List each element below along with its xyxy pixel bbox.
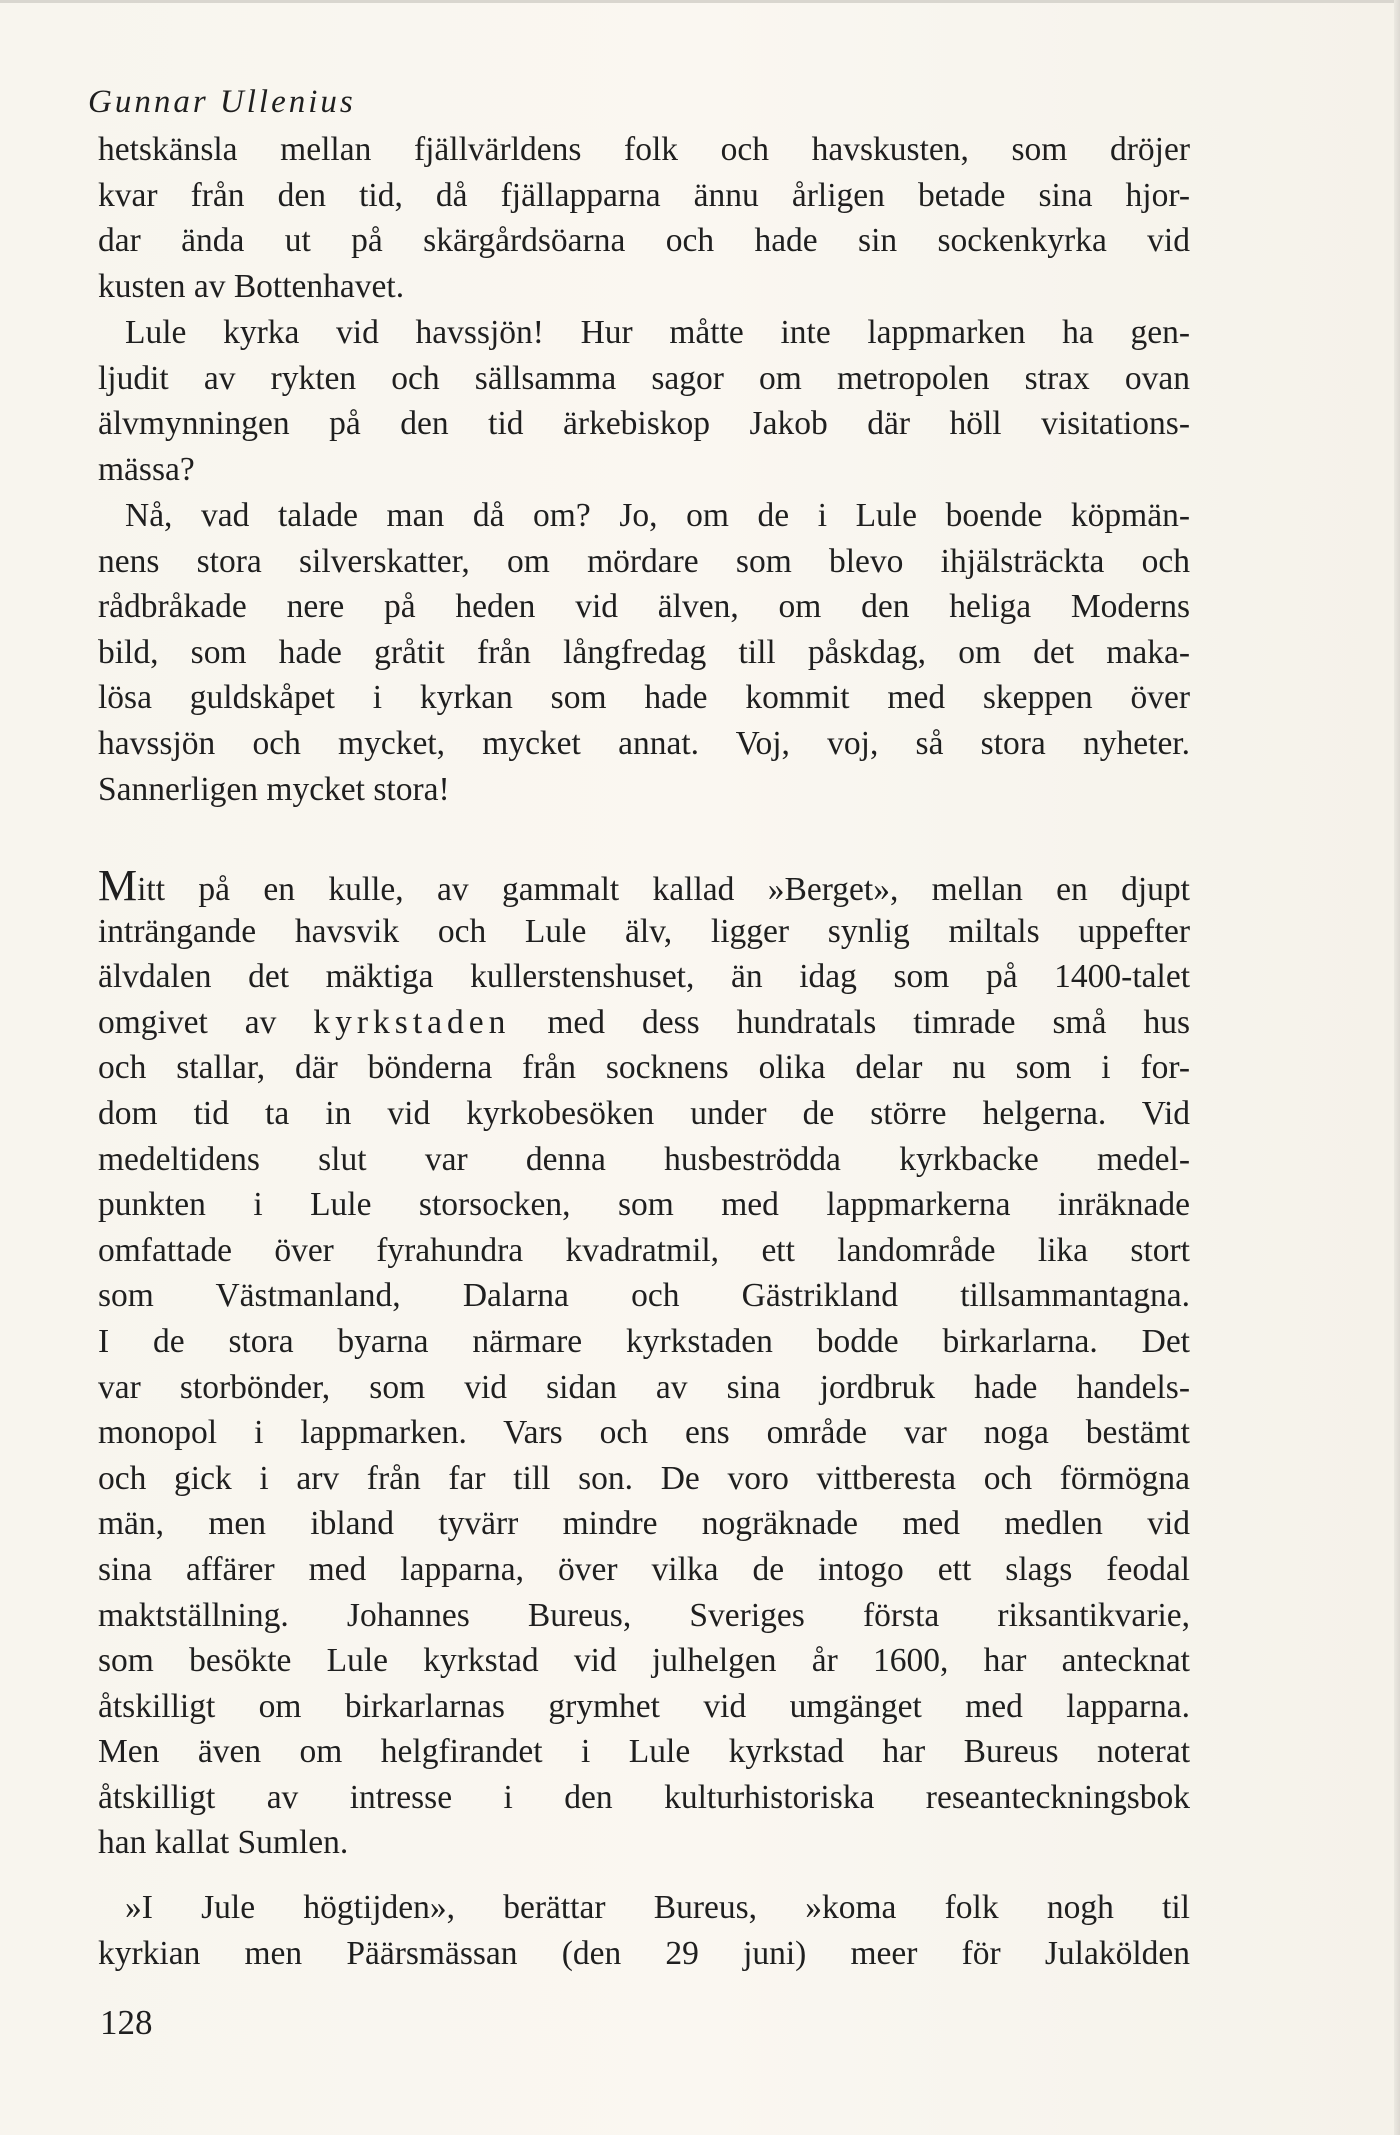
text-line — [98, 863, 1190, 909]
text-line: inträngande havsvik och Lule älv, ligger synlig miltals uppefter — [98, 912, 1190, 950]
text-line: som Västmanland, Dalarna och Gästrikland tillsammantagna. — [98, 1277, 1190, 1315]
text-line: älvdalen det mäktiga kullerstenshuset, än idag som på 1400-talet — [98, 958, 1190, 996]
text-line: åtskilligt om birkarlarnas grymhet vid umgänget med lapparna. — [98, 1687, 1190, 1725]
text-line: som besökte Lule kyrkstad vid julhelgen år 1600, har antecknat — [98, 1642, 1190, 1680]
text-line: sina affärer med lapparna, över vilka de intogo ett slags feodal — [98, 1550, 1190, 1588]
running-head: Gunnar Ullenius — [88, 84, 356, 120]
text-line: kvar från den tid, då fjällapparna ännu årligen betade sina hjor- — [98, 176, 1190, 214]
text-line: han kallat Sumlen. — [98, 1824, 349, 1862]
text-line: I de stora byarna närmare kyrkstaden bodde birkarlarna. Det — [98, 1322, 1190, 1360]
paragraph-5 — [98, 1885, 1190, 1976]
text-line: bild, som hade gråtit från långfredag till påskdag, om det maka- — [98, 633, 1190, 671]
text-line: maktställning. Johannes Bureus, Sveriges första riksantikvarie, — [98, 1596, 1190, 1634]
text-line: älvmynningen på den tid ärkebiskop Jakob där höll visitations- — [98, 405, 1190, 443]
text-line: rådbråkade nere på heden vid älven, om den heliga Moderns — [98, 588, 1190, 626]
paragraph-2 — [98, 310, 1190, 492]
text-line: havssjön och mycket, mycket annat. Voj, voj, så stora nyheter. — [98, 724, 1190, 762]
text-line: Sannerligen mycket stora! — [98, 770, 450, 808]
text-line — [98, 1000, 1190, 1046]
text-line: män, men ibland tyvärr mindre nogräknade med medlen vid — [98, 1505, 1190, 1543]
text-line: medeltidens slut var denna husbeströdda kyrkbacke medel- — [98, 1140, 1190, 1178]
text-line: punkten i Lule storsocken, som med lappmarkerna inräknade — [98, 1186, 1190, 1224]
text-line: Men även om helgfirandet i Lule kyrkstad har Bureus noterat — [98, 1733, 1190, 1771]
text-line: kusten av Bottenhavet. — [98, 267, 405, 305]
initial-letter: M — [98, 861, 138, 910]
text-line: monopol i lappmarken. Vars och ens område var noga bestämt — [98, 1414, 1190, 1452]
text-line: kyrkian men Päärsmässan (den 29 juni) meer för Julakölden — [98, 1934, 1190, 1972]
text-line: och gick i arv från far till son. De voro vittberesta och förmögna — [98, 1459, 1190, 1497]
text-span: omgivet av — [98, 1003, 314, 1041]
text-line: omfattade över fyrahundra kvadratmil, ett landområde lika stort — [98, 1231, 1190, 1269]
text-line: Lule kyrka vid havssjön! Hur måtte inte lappmarken ha gen- — [125, 314, 1190, 351]
paragraph-3 — [98, 493, 1190, 812]
paragraph-4 — [98, 863, 1190, 1866]
page-top-edge — [0, 0, 1400, 3]
text-line: dar ända ut på skärgårdsöarna och hade sin sockenkyrka vid — [98, 222, 1190, 260]
text-line: åtskilligt av intresse i den kulturhistoriska reseanteckningsbok — [98, 1778, 1190, 1816]
text-line: nens stora silverskatter, om mördare som blevo ihjälsträckta och — [98, 542, 1190, 580]
text-line: »I Jule högtijden», berättar Bureus, »koma folk nogh til — [125, 1889, 1190, 1926]
text-line: ljudit av rykten och sällsamma sagor om metropolen strax ovan — [98, 359, 1190, 397]
text-span: med dess hundratals timrade små hus — [510, 1003, 1190, 1041]
first-line-text: itt på en kulle, av gammalt kallad »Berget», mellan en djupt — [137, 871, 1190, 908]
spaced-emphasis: kyrkstaden — [313, 1003, 511, 1041]
text-line: och stallar, där bönderna från socknens olika delar nu som i for- — [98, 1049, 1190, 1087]
text-line: dom tid ta in vid kyrkobesöken under de större helgerna. Vid — [98, 1094, 1190, 1132]
text-line: hetskänsla mellan fjällvärldens folk och havskusten, som dröjer — [98, 131, 1190, 168]
paragraph-1 — [98, 127, 1190, 309]
text-line: Nå, vad talade man då om? Jo, om de i Lule boende köpmän- — [125, 497, 1190, 534]
text-line: mässa? — [98, 450, 195, 488]
page-right-edge — [1394, 0, 1400, 2135]
text-line: var storbönder, som vid sidan av sina jordbruk hade handels- — [98, 1368, 1190, 1406]
text-line: lösa guldskåpet i kyrkan som hade kommit med skeppen över — [98, 679, 1190, 717]
page-number: 128 — [100, 2003, 153, 2042]
